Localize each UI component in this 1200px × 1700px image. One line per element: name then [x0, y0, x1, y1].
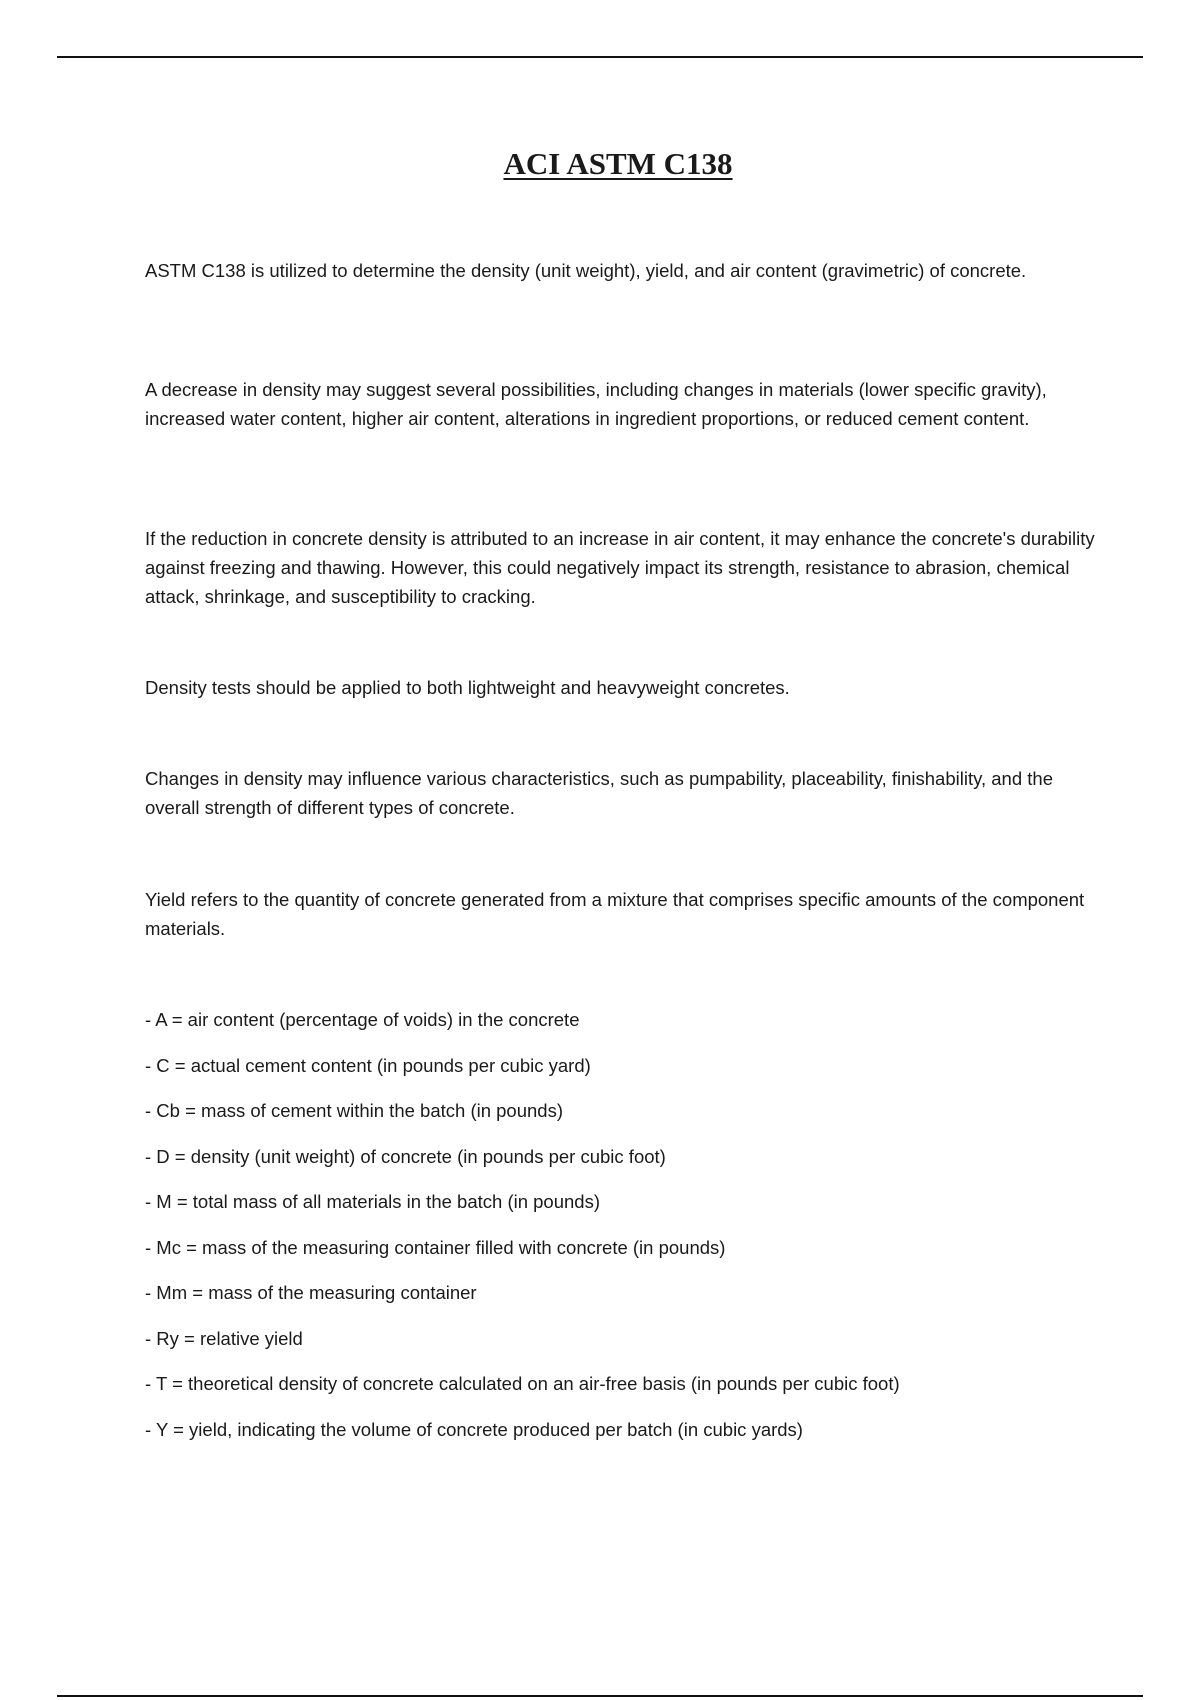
paragraph-purpose: ASTM C138 is utilized to determine the density (unit weight), yield, and air content (gravimetric) of concrete.: [145, 260, 1027, 281]
definition-item: - Mc = mass of the measuring container filled with concrete (in pounds): [145, 1236, 726, 1258]
page-title: ACI ASTM C138: [503, 146, 733, 181]
definition-item: - Y = yield, indicating the volume of concrete produced per batch (in cubic yards): [145, 1418, 803, 1440]
definition-item: - Ry = relative yield: [145, 1327, 303, 1349]
definition-item: - Cb = mass of cement within the batch (in pounds): [145, 1100, 563, 1121]
paragraph-density-tests: Density tests should be applied to both lightweight and heavyweight concretes.: [145, 677, 790, 698]
definitions-list: [145, 1005, 1095, 1460]
paragraph-air-content-effects: If the reduction in concrete density is attributed to an increase in air content, it may enhance the concrete's durability against freezing and thawing. However, this could negatively impact its strength, resistance to abrasion, chemical attack, shrinkage, and susceptibility to cracking.: [145, 528, 1095, 607]
definition-item: - T = theoretical density of concrete calculated on an air-free basis (in pounds per cubic foot): [145, 1373, 900, 1394]
definition-item: - Mm = mass of the measuring container: [145, 1282, 477, 1303]
definition-item: - A = air content (percentage of voids) in the concrete: [145, 1009, 580, 1030]
paragraph-density-changes: Changes in density may influence various characteristics, such as pumpability, placeability, finishability, and the overall strength of different types of concrete.: [145, 768, 1053, 818]
top-rule: [57, 56, 1143, 58]
definition-item: - D = density (unit weight) of concrete (in pounds per cubic foot): [145, 1145, 666, 1167]
paragraph-density-decrease: A decrease in density may suggest several possibilities, including changes in materials (lower specific gravity), increased water content, higher air content, alterations in ingredient proportions, or reduced cement content.: [145, 379, 1047, 429]
paragraph-yield: Yield refers to the quantity of concrete generated from a mixture that comprises specific amounts of the component materials.: [145, 889, 1085, 939]
definition-item: - C = actual cement content (in pounds per cubic yard): [145, 1054, 591, 1076]
bottom-rule: [57, 1695, 1143, 1697]
definition-item: - M = total mass of all materials in the batch (in pounds): [145, 1191, 600, 1212]
